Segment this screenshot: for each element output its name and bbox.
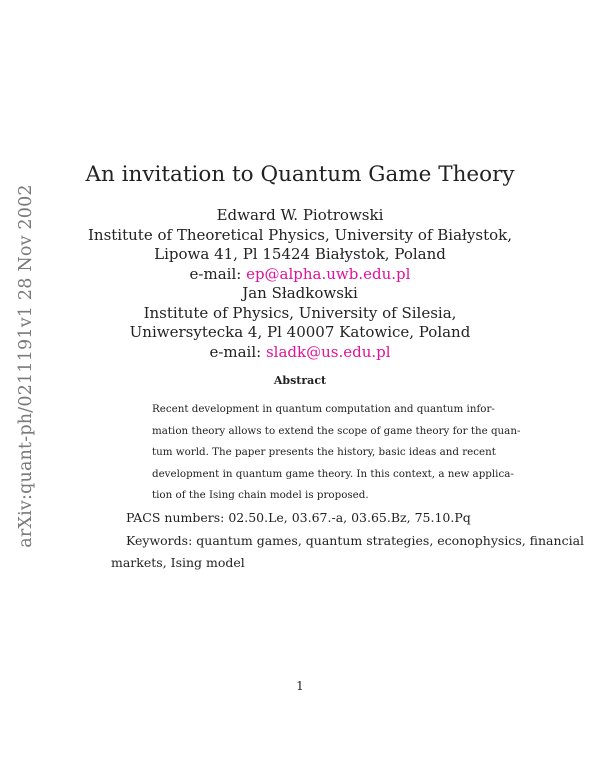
author-email-line (0, 343, 600, 363)
author-email-line (0, 265, 600, 285)
email-link[interactable]: ep@alpha.uwb.edu.pl (246, 264, 411, 283)
author-address: Uniwersytecka 4, Pl 40007 Katowice, Poland (129, 323, 471, 341)
keywords-line: markets, Ising model (111, 555, 245, 570)
email-label: e-mail: (209, 342, 266, 361)
author-name: Jan Sładkowski (242, 284, 358, 302)
author-name: Edward W. Piotrowski (216, 206, 384, 224)
email-label: e-mail: (189, 264, 247, 283)
arxiv-identifier-text: arXiv:quant-ph/0211191v1 28 Nov 2002 (16, 183, 36, 548)
abstract-line: tum world. The paper presents the history, basic ideas and recent (152, 446, 496, 458)
pacs-numbers: PACS numbers: 02.50.Le, 03.67.-a, 03.65.Bz, 75.10.Pq (126, 510, 471, 525)
email-link[interactable]: sladk@us.edu.pl (265, 342, 391, 361)
author-address: Lipowa 41, Pl 15424 Białystok, Poland (154, 245, 446, 263)
abstract-line: Recent development in quantum computation and quantum infor- (152, 403, 495, 415)
author-block (0, 206, 600, 362)
abstract-line: development in quantum game theory. In this context, a new applica- (152, 467, 514, 480)
page-number: 1 (296, 679, 304, 693)
author-affiliation: Institute of Physics, University of Silesia, (143, 303, 457, 322)
abstract-body (152, 399, 521, 507)
abstract-heading: Abstract (273, 374, 327, 387)
paper-title: An invitation to Quantum Game Theory (85, 162, 515, 187)
keywords-line: Keywords: quantum games, quantum strategies, econophysics, financial (126, 533, 585, 548)
abstract-line: tion of the Ising chain model is proposed. (152, 489, 369, 501)
keywords (111, 530, 585, 574)
author-affiliation: Institute of Theoretical Physics, University of Białystok, (88, 225, 512, 244)
abstract-line: mation theory allows to extend the scope of game theory for the quan- (152, 424, 521, 437)
